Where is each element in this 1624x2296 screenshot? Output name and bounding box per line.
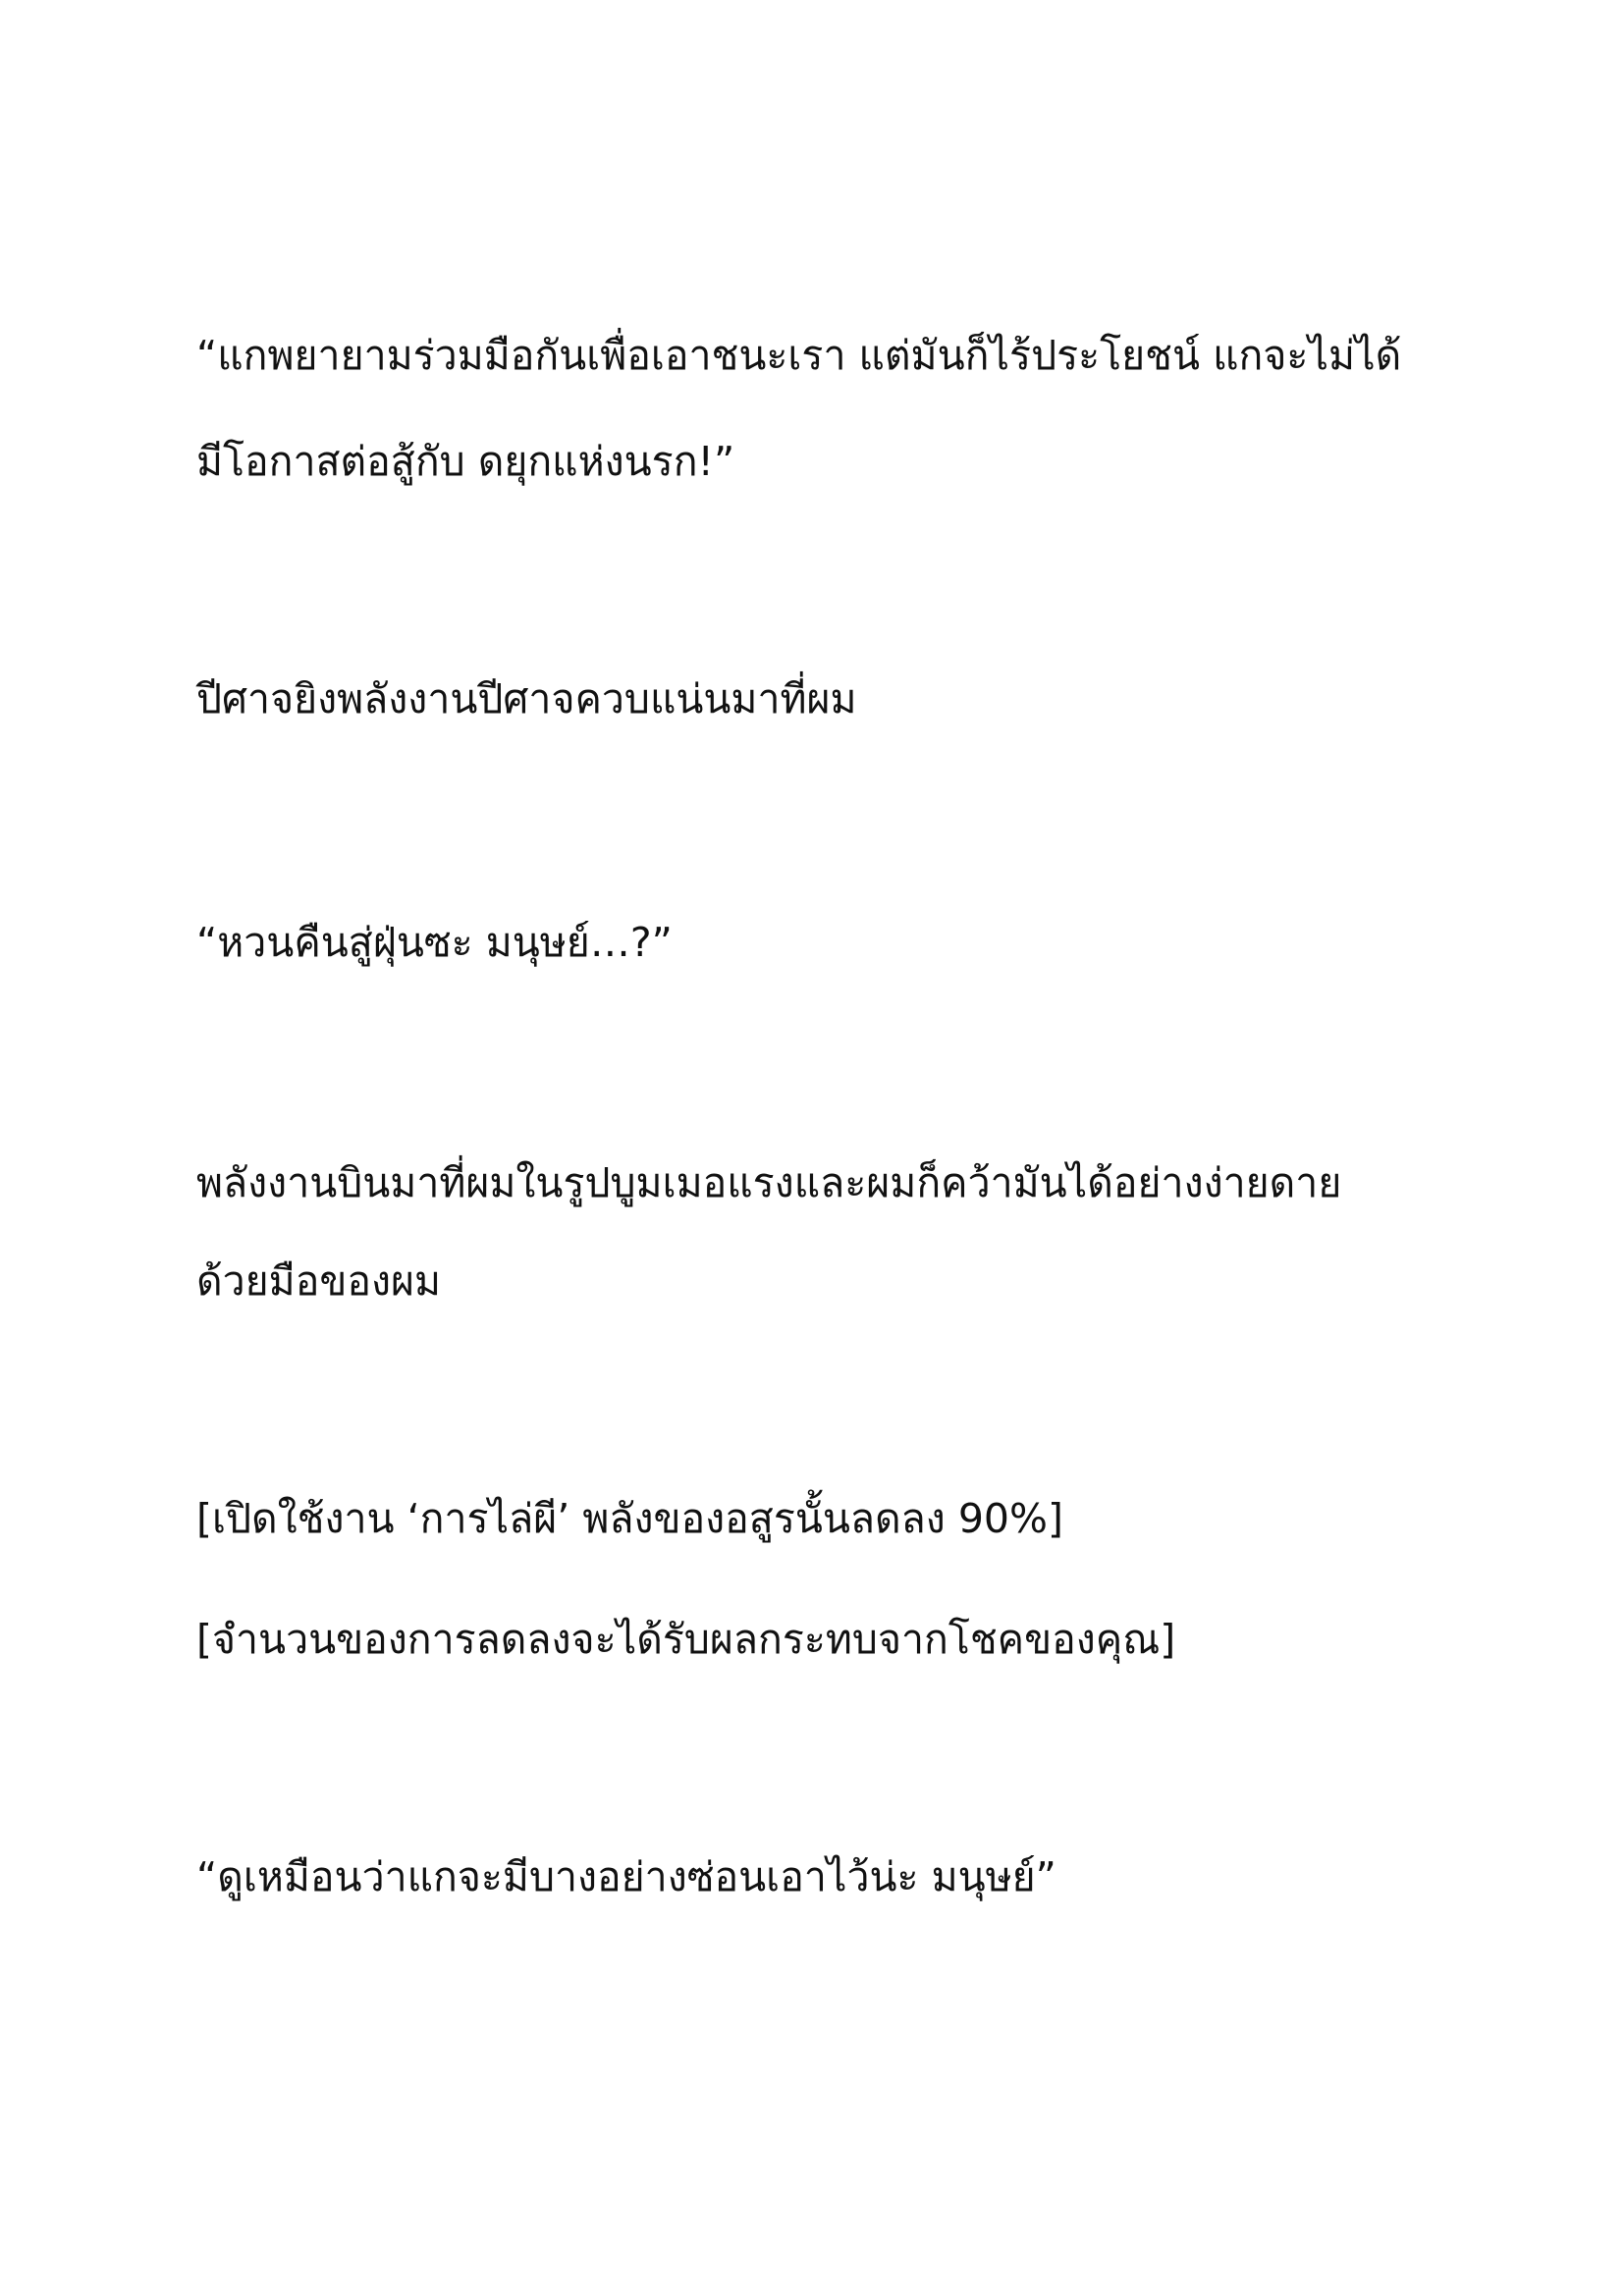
dialogue-line-4: “ดูเหมือนว่าแกจะมีบางอย่างซ่อนเอาไว้น่ะ มนุษย์” [196,1853,1056,1900]
narration-line-1: ปีศาจยิงพลังงานปีศาจควบแน่นมาที่ผม [196,675,857,722]
narration-line-3: ด้วยมือของผม [196,1257,442,1305]
narration-line-2: พลังงานบินมาที่ผมในรูปบูมเมอแรงและผมก็คว้ามันได้อย่างง่ายดาย [196,1159,1342,1206]
dialogue-line-1: “แกพยายามร่วมมือกันเพื่อเอาชนะเรา แต่มันก็ไร้ประโยชน์ แกจะไม่ได้ [196,332,1402,379]
dialogue-line-3: “หวนคืนสู่ฝุ่นซะ มนุษย์…?” [196,919,673,966]
dialogue-line-2: มีโอกาสต่อสู้กับ ดยุกแห่งนรก!” [196,438,735,485]
system-message-1: [เปิดใช้งาน ‘การไล่ผี’ พลังของอสูรนั้นลดลง 90%] [196,1495,1063,1542]
system-message-2: [จำนวนของการลดลงจะได้รับผลกระทบจากโชคของคุณ] [196,1616,1176,1663]
